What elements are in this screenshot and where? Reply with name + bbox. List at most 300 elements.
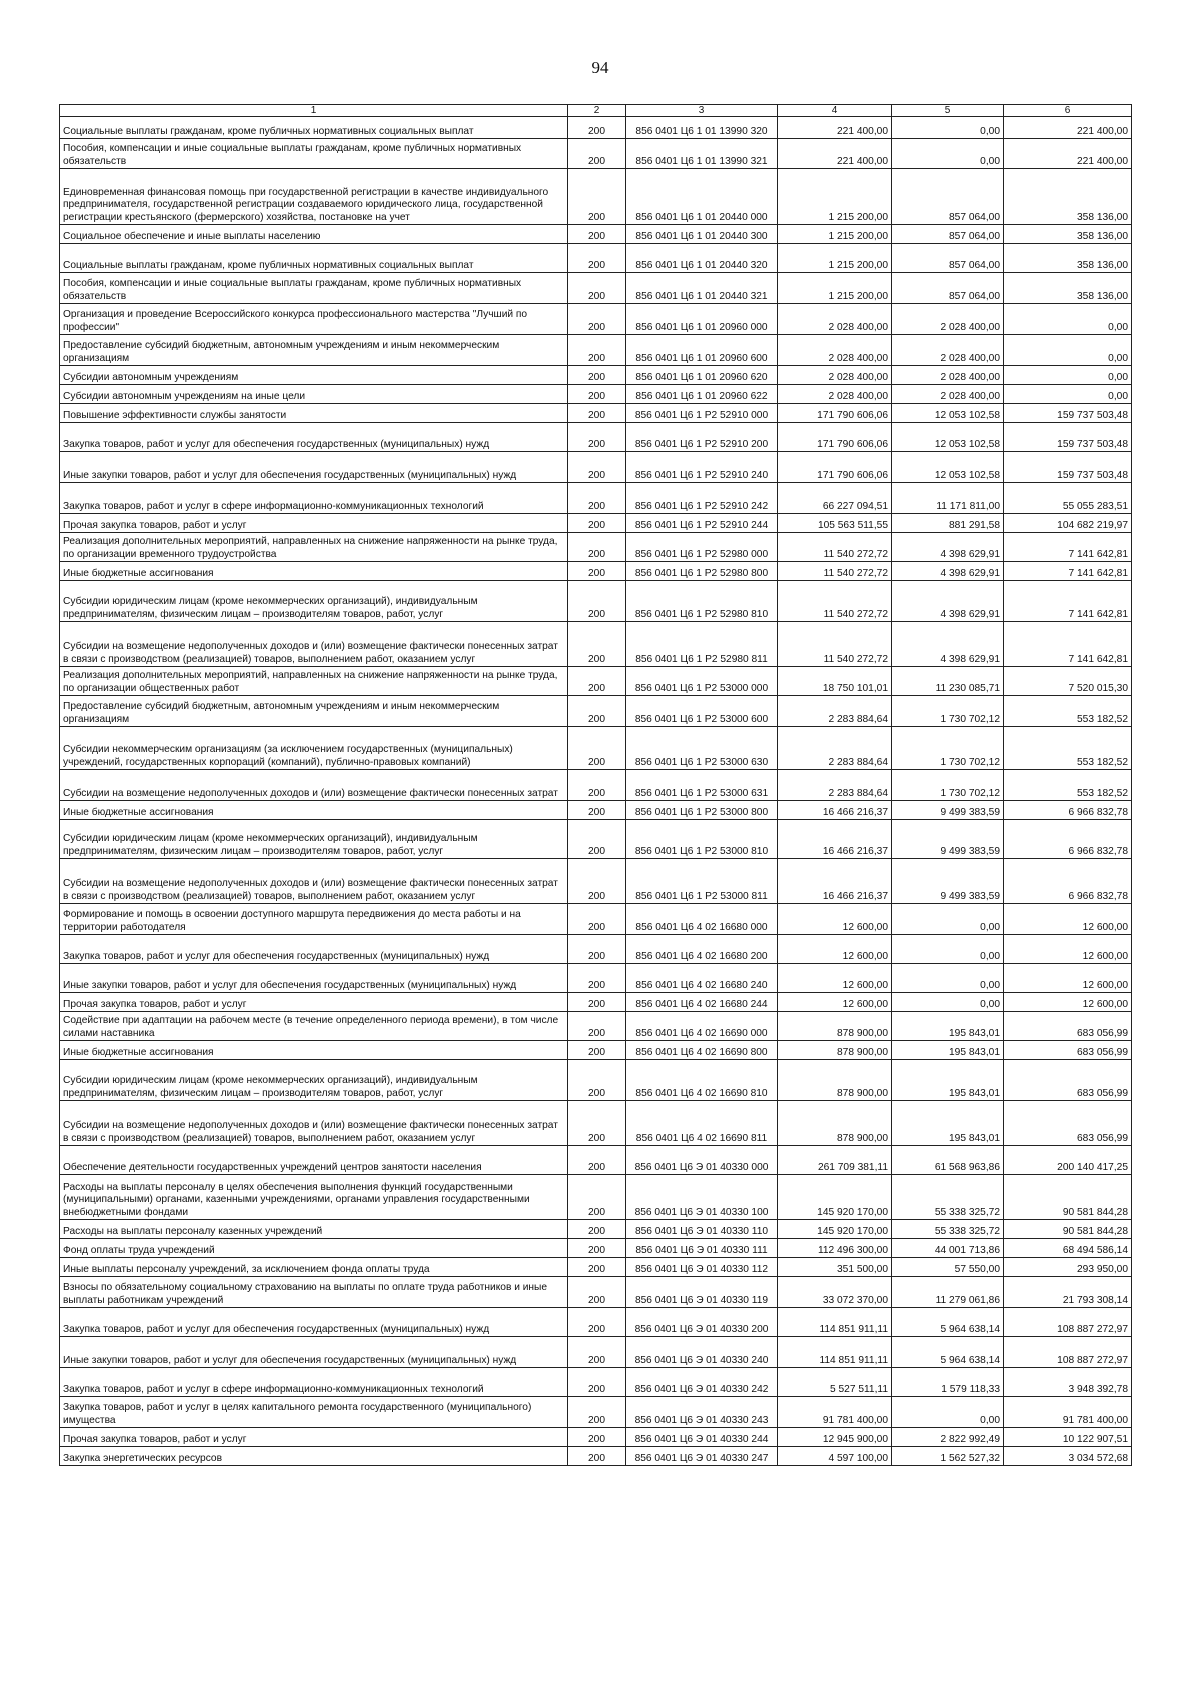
row-unexecuted-amount: 108 887 272,97 bbox=[1004, 1337, 1132, 1368]
table-row bbox=[60, 622, 1132, 667]
row-code: 200 bbox=[568, 1308, 626, 1337]
row-description: Прочая закупка товаров, работ и услуг bbox=[60, 993, 568, 1012]
row-budget-classification: 856 0401 Ц6 4 02 16690 810 bbox=[626, 1060, 778, 1101]
row-code: 200 bbox=[568, 139, 626, 169]
table-row bbox=[60, 1337, 1132, 1368]
table-row bbox=[60, 770, 1132, 801]
table-row bbox=[60, 904, 1132, 935]
row-executed-amount: 1 730 702,12 bbox=[892, 727, 1004, 770]
row-approved-amount: 12 600,00 bbox=[778, 935, 892, 964]
row-code: 200 bbox=[568, 169, 626, 225]
row-description: Расходы на выплаты персоналу в целях обеспечения выполнения функций государственными (муниципальными) органами, казенными учреждениями, органами управления государственными внебюджетными фондами bbox=[60, 1175, 568, 1220]
table-row bbox=[60, 169, 1132, 225]
row-executed-amount: 11 171 811,00 bbox=[892, 483, 1004, 514]
row-executed-amount: 0,00 bbox=[892, 993, 1004, 1012]
row-approved-amount: 112 496 300,00 bbox=[778, 1239, 892, 1258]
row-unexecuted-amount: 91 781 400,00 bbox=[1004, 1397, 1132, 1428]
row-code: 200 bbox=[568, 483, 626, 514]
row-executed-amount: 1 730 702,12 bbox=[892, 770, 1004, 801]
row-executed-amount: 9 499 383,59 bbox=[892, 820, 1004, 859]
row-budget-classification: 856 0401 Ц6 4 02 16680 240 bbox=[626, 964, 778, 993]
row-description: Расходы на выплаты персоналу казенных учреждений bbox=[60, 1220, 568, 1239]
row-budget-classification: 856 0401 Ц6 1 01 20440 321 bbox=[626, 273, 778, 304]
row-budget-classification: 856 0401 Ц6 1 P2 52980 000 bbox=[626, 533, 778, 562]
row-description: Повышение эффективности службы занятости bbox=[60, 404, 568, 423]
row-description: Закупка товаров, работ и услуг для обеспечения государственных (муниципальных) нужд bbox=[60, 1308, 568, 1337]
table-row bbox=[60, 423, 1132, 452]
row-executed-amount: 2 028 400,00 bbox=[892, 366, 1004, 385]
row-budget-classification: 856 0401 Ц6 1 P2 53000 600 bbox=[626, 696, 778, 727]
row-unexecuted-amount: 0,00 bbox=[1004, 304, 1132, 335]
table-row bbox=[60, 404, 1132, 423]
row-code: 200 bbox=[568, 859, 626, 904]
row-approved-amount: 33 072 370,00 bbox=[778, 1277, 892, 1308]
row-description: Субсидии на возмещение недополученных доходов и (или) возмещение фактически понесенных затрат в связи с производством (реализацией) товаров, выполнением работ, оказанием услуг bbox=[60, 622, 568, 667]
row-code: 200 bbox=[568, 820, 626, 859]
row-description: Субсидии юридическим лицам (кроме некоммерческих организаций), индивидуальным предпринимателям, физическим лицам – производителям товаров, работ, услуг bbox=[60, 581, 568, 622]
row-code: 200 bbox=[568, 117, 626, 139]
row-budget-classification: 856 0401 Ц6 Э 01 40330 247 bbox=[626, 1447, 778, 1466]
row-code: 200 bbox=[568, 1368, 626, 1397]
row-unexecuted-amount: 159 737 503,48 bbox=[1004, 404, 1132, 423]
row-description: Субсидии автономным учреждениям на иные цели bbox=[60, 385, 568, 404]
row-executed-amount: 12 053 102,58 bbox=[892, 404, 1004, 423]
row-executed-amount: 9 499 383,59 bbox=[892, 801, 1004, 820]
table-row bbox=[60, 1258, 1132, 1277]
row-unexecuted-amount: 7 520 015,30 bbox=[1004, 667, 1132, 696]
row-code: 200 bbox=[568, 727, 626, 770]
row-description: Прочая закупка товаров, работ и услуг bbox=[60, 1428, 568, 1447]
row-description: Взносы по обязательному социальному страхованию на выплаты по оплате труда работников и иные выплаты работникам учреждений bbox=[60, 1277, 568, 1308]
row-executed-amount: 12 053 102,58 bbox=[892, 423, 1004, 452]
row-code: 200 bbox=[568, 1337, 626, 1368]
column-number: 1 bbox=[60, 105, 568, 117]
row-description: Прочая закупка товаров, работ и услуг bbox=[60, 514, 568, 533]
row-approved-amount: 145 920 170,00 bbox=[778, 1175, 892, 1220]
row-budget-classification: 856 0401 Ц6 4 02 16680 244 bbox=[626, 993, 778, 1012]
row-unexecuted-amount: 358 136,00 bbox=[1004, 273, 1132, 304]
row-unexecuted-amount: 6 966 832,78 bbox=[1004, 859, 1132, 904]
table-row bbox=[60, 273, 1132, 304]
row-approved-amount: 878 900,00 bbox=[778, 1041, 892, 1060]
table-row bbox=[60, 1277, 1132, 1308]
table-row bbox=[60, 1428, 1132, 1447]
row-executed-amount: 0,00 bbox=[892, 935, 1004, 964]
row-description: Субсидии юридическим лицам (кроме некоммерческих организаций), индивидуальным предпринимателям, физическим лицам – производителям товаров, работ, услуг bbox=[60, 820, 568, 859]
table-row bbox=[60, 1041, 1132, 1060]
row-unexecuted-amount: 159 737 503,48 bbox=[1004, 423, 1132, 452]
row-description: Пособия, компенсации и иные социальные выплаты гражданам, кроме публичных нормативных обязательств bbox=[60, 139, 568, 169]
row-budget-classification: 856 0401 Ц6 1 P2 53000 630 bbox=[626, 727, 778, 770]
row-code: 200 bbox=[568, 1397, 626, 1428]
table-row bbox=[60, 1308, 1132, 1337]
row-code: 200 bbox=[568, 1012, 626, 1041]
table-row bbox=[60, 244, 1132, 273]
row-budget-classification: 856 0401 Ц6 Э 01 40330 240 bbox=[626, 1337, 778, 1368]
row-executed-amount: 4 398 629,91 bbox=[892, 581, 1004, 622]
row-code: 200 bbox=[568, 622, 626, 667]
table-row bbox=[60, 1175, 1132, 1220]
table-row bbox=[60, 727, 1132, 770]
table-row bbox=[60, 820, 1132, 859]
row-unexecuted-amount: 7 141 642,81 bbox=[1004, 533, 1132, 562]
row-description: Субсидии автономным учреждениям bbox=[60, 366, 568, 385]
row-executed-amount: 55 338 325,72 bbox=[892, 1175, 1004, 1220]
row-executed-amount: 0,00 bbox=[892, 117, 1004, 139]
row-approved-amount: 5 527 511,11 bbox=[778, 1368, 892, 1397]
row-approved-amount: 171 790 606,06 bbox=[778, 452, 892, 483]
row-approved-amount: 4 597 100,00 bbox=[778, 1447, 892, 1466]
row-budget-classification: 856 0401 Ц6 Э 01 40330 243 bbox=[626, 1397, 778, 1428]
row-approved-amount: 11 540 272,72 bbox=[778, 533, 892, 562]
table-row bbox=[60, 859, 1132, 904]
row-budget-classification: 856 0401 Ц6 Э 01 40330 200 bbox=[626, 1308, 778, 1337]
row-approved-amount: 2 283 884,64 bbox=[778, 770, 892, 801]
row-budget-classification: 856 0401 Ц6 1 P2 52980 811 bbox=[626, 622, 778, 667]
row-approved-amount: 2 028 400,00 bbox=[778, 304, 892, 335]
row-description: Субсидии на возмещение недополученных доходов и (или) возмещение фактически понесенных затрат bbox=[60, 770, 568, 801]
row-code: 200 bbox=[568, 423, 626, 452]
row-approved-amount: 1 215 200,00 bbox=[778, 244, 892, 273]
row-executed-amount: 11 279 061,86 bbox=[892, 1277, 1004, 1308]
row-budget-classification: 856 0401 Ц6 1 01 20960 600 bbox=[626, 335, 778, 366]
row-budget-classification: 856 0401 Ц6 1 P2 52910 244 bbox=[626, 514, 778, 533]
row-approved-amount: 221 400,00 bbox=[778, 117, 892, 139]
row-approved-amount: 1 215 200,00 bbox=[778, 225, 892, 244]
row-unexecuted-amount: 108 887 272,97 bbox=[1004, 1308, 1132, 1337]
column-number: 6 bbox=[1004, 105, 1132, 117]
table-row bbox=[60, 483, 1132, 514]
row-code: 200 bbox=[568, 581, 626, 622]
row-executed-amount: 0,00 bbox=[892, 139, 1004, 169]
row-executed-amount: 1 579 118,33 bbox=[892, 1368, 1004, 1397]
row-executed-amount: 0,00 bbox=[892, 1397, 1004, 1428]
table-row bbox=[60, 117, 1132, 139]
row-unexecuted-amount: 3 034 572,68 bbox=[1004, 1447, 1132, 1466]
row-code: 200 bbox=[568, 1175, 626, 1220]
table-row bbox=[60, 139, 1132, 169]
row-code: 200 bbox=[568, 1447, 626, 1466]
row-description: Организация и проведение Всероссийского конкурса профессионального мастерства "Лучший по профессии" bbox=[60, 304, 568, 335]
row-budget-classification: 856 0401 Ц6 4 02 16690 800 bbox=[626, 1041, 778, 1060]
row-approved-amount: 2 283 884,64 bbox=[778, 727, 892, 770]
row-description: Пособия, компенсации и иные социальные выплаты гражданам, кроме публичных нормативных обязательств bbox=[60, 273, 568, 304]
row-unexecuted-amount: 7 141 642,81 bbox=[1004, 622, 1132, 667]
row-unexecuted-amount: 12 600,00 bbox=[1004, 904, 1132, 935]
row-code: 200 bbox=[568, 1146, 626, 1175]
table-row bbox=[60, 801, 1132, 820]
row-budget-classification: 856 0401 Ц6 Э 01 40330 100 bbox=[626, 1175, 778, 1220]
row-budget-classification: 856 0401 Ц6 1 01 20440 000 bbox=[626, 169, 778, 225]
table-row bbox=[60, 452, 1132, 483]
table-row bbox=[60, 304, 1132, 335]
row-budget-classification: 856 0401 Ц6 1 01 13990 320 bbox=[626, 117, 778, 139]
row-budget-classification: 856 0401 Ц6 Э 01 40330 112 bbox=[626, 1258, 778, 1277]
row-code: 200 bbox=[568, 904, 626, 935]
row-executed-amount: 857 064,00 bbox=[892, 169, 1004, 225]
row-budget-classification: 856 0401 Ц6 Э 01 40330 000 bbox=[626, 1146, 778, 1175]
row-approved-amount: 351 500,00 bbox=[778, 1258, 892, 1277]
row-budget-classification: 856 0401 Ц6 Э 01 40330 244 bbox=[626, 1428, 778, 1447]
row-description: Социальное обеспечение и иные выплаты населению bbox=[60, 225, 568, 244]
row-unexecuted-amount: 7 141 642,81 bbox=[1004, 581, 1132, 622]
row-budget-classification: 856 0401 Ц6 Э 01 40330 242 bbox=[626, 1368, 778, 1397]
table-row bbox=[60, 696, 1132, 727]
row-code: 200 bbox=[568, 1220, 626, 1239]
row-executed-amount: 4 398 629,91 bbox=[892, 622, 1004, 667]
row-code: 200 bbox=[568, 993, 626, 1012]
table-row bbox=[60, 335, 1132, 366]
row-budget-classification: 856 0401 Ц6 1 P2 52980 800 bbox=[626, 562, 778, 581]
row-approved-amount: 18 750 101,01 bbox=[778, 667, 892, 696]
row-approved-amount: 114 851 911,11 bbox=[778, 1308, 892, 1337]
row-approved-amount: 2 283 884,64 bbox=[778, 696, 892, 727]
row-description: Закупка энергетических ресурсов bbox=[60, 1447, 568, 1466]
row-code: 200 bbox=[568, 225, 626, 244]
row-code: 200 bbox=[568, 1060, 626, 1101]
row-unexecuted-amount: 21 793 308,14 bbox=[1004, 1277, 1132, 1308]
row-approved-amount: 16 466 216,37 bbox=[778, 820, 892, 859]
row-description: Иные бюджетные ассигнования bbox=[60, 801, 568, 820]
row-executed-amount: 0,00 bbox=[892, 904, 1004, 935]
row-unexecuted-amount: 0,00 bbox=[1004, 385, 1132, 404]
row-description: Субсидии юридическим лицам (кроме некоммерческих организаций), индивидуальным предпринимателям, физическим лицам – производителям товаров, работ, услуг bbox=[60, 1060, 568, 1101]
table-row bbox=[60, 935, 1132, 964]
row-description: Закупка товаров, работ и услуг в целях капитального ремонта государственного (муниципального) имущества bbox=[60, 1397, 568, 1428]
row-code: 200 bbox=[568, 1428, 626, 1447]
row-approved-amount: 145 920 170,00 bbox=[778, 1220, 892, 1239]
row-budget-classification: 856 0401 Ц6 1 01 20440 300 bbox=[626, 225, 778, 244]
table-row bbox=[60, 562, 1132, 581]
page-number: 94 bbox=[591, 58, 609, 77]
column-number: 4 bbox=[778, 105, 892, 117]
row-executed-amount: 2 028 400,00 bbox=[892, 304, 1004, 335]
table-row bbox=[60, 667, 1132, 696]
row-executed-amount: 2 822 992,49 bbox=[892, 1428, 1004, 1447]
row-approved-amount: 16 466 216,37 bbox=[778, 859, 892, 904]
row-executed-amount: 5 964 638,14 bbox=[892, 1337, 1004, 1368]
row-approved-amount: 12 600,00 bbox=[778, 964, 892, 993]
row-code: 200 bbox=[568, 801, 626, 820]
row-unexecuted-amount: 12 600,00 bbox=[1004, 964, 1132, 993]
row-executed-amount: 11 230 085,71 bbox=[892, 667, 1004, 696]
table-row bbox=[60, 964, 1132, 993]
row-unexecuted-amount: 358 136,00 bbox=[1004, 169, 1132, 225]
row-budget-classification: 856 0401 Ц6 1 P2 53000 000 bbox=[626, 667, 778, 696]
row-description: Иные выплаты персоналу учреждений, за исключением фонда оплаты труда bbox=[60, 1258, 568, 1277]
row-code: 200 bbox=[568, 533, 626, 562]
table-row bbox=[60, 514, 1132, 533]
row-description: Субсидии на возмещение недополученных доходов и (или) возмещение фактически понесенных затрат в связи с производством (реализацией) товаров, выполнением работ, оказанием услуг bbox=[60, 859, 568, 904]
table-row bbox=[60, 1060, 1132, 1101]
row-description: Предоставление субсидий бюджетным, автономным учреждениям и иным некоммерческим организациям bbox=[60, 335, 568, 366]
column-number: 5 bbox=[892, 105, 1004, 117]
row-approved-amount: 878 900,00 bbox=[778, 1101, 892, 1146]
row-code: 200 bbox=[568, 385, 626, 404]
row-unexecuted-amount: 12 600,00 bbox=[1004, 993, 1132, 1012]
row-executed-amount: 857 064,00 bbox=[892, 225, 1004, 244]
row-unexecuted-amount: 553 182,52 bbox=[1004, 727, 1132, 770]
row-executed-amount: 12 053 102,58 bbox=[892, 452, 1004, 483]
row-approved-amount: 12 945 900,00 bbox=[778, 1428, 892, 1447]
row-budget-classification: 856 0401 Ц6 Э 01 40330 119 bbox=[626, 1277, 778, 1308]
row-approved-amount: 11 540 272,72 bbox=[778, 581, 892, 622]
row-description: Закупка товаров, работ и услуг в сфере информационно-коммуникационных технологий bbox=[60, 483, 568, 514]
row-budget-classification: 856 0401 Ц6 1 P2 53000 811 bbox=[626, 859, 778, 904]
table-row bbox=[60, 1447, 1132, 1466]
row-unexecuted-amount: 68 494 586,14 bbox=[1004, 1239, 1132, 1258]
row-unexecuted-amount: 12 600,00 bbox=[1004, 935, 1132, 964]
row-approved-amount: 878 900,00 bbox=[778, 1012, 892, 1041]
row-unexecuted-amount: 0,00 bbox=[1004, 366, 1132, 385]
row-executed-amount: 195 843,01 bbox=[892, 1012, 1004, 1041]
row-unexecuted-amount: 55 055 283,51 bbox=[1004, 483, 1132, 514]
row-description: Иные бюджетные ассигнования bbox=[60, 562, 568, 581]
row-unexecuted-amount: 683 056,99 bbox=[1004, 1101, 1132, 1146]
row-code: 200 bbox=[568, 244, 626, 273]
table-row bbox=[60, 993, 1132, 1012]
row-code: 200 bbox=[568, 1101, 626, 1146]
row-approved-amount: 12 600,00 bbox=[778, 904, 892, 935]
row-description: Закупка товаров, работ и услуг для обеспечения государственных (муниципальных) нужд bbox=[60, 935, 568, 964]
row-executed-amount: 857 064,00 bbox=[892, 273, 1004, 304]
table-row bbox=[60, 1146, 1132, 1175]
table-row bbox=[60, 1397, 1132, 1428]
row-executed-amount: 195 843,01 bbox=[892, 1041, 1004, 1060]
row-code: 200 bbox=[568, 1041, 626, 1060]
row-executed-amount: 881 291,58 bbox=[892, 514, 1004, 533]
row-code: 200 bbox=[568, 1239, 626, 1258]
row-approved-amount: 11 540 272,72 bbox=[778, 562, 892, 581]
row-budget-classification: 856 0401 Ц6 1 P2 52910 240 bbox=[626, 452, 778, 483]
row-code: 200 bbox=[568, 935, 626, 964]
row-budget-classification: 856 0401 Ц6 1 01 13990 321 bbox=[626, 139, 778, 169]
row-code: 200 bbox=[568, 335, 626, 366]
table-row bbox=[60, 1368, 1132, 1397]
row-budget-classification: 856 0401 Ц6 1 01 20960 000 bbox=[626, 304, 778, 335]
row-unexecuted-amount: 6 966 832,78 bbox=[1004, 820, 1132, 859]
row-budget-classification: 856 0401 Ц6 1 P2 53000 631 bbox=[626, 770, 778, 801]
row-unexecuted-amount: 683 056,99 bbox=[1004, 1041, 1132, 1060]
row-budget-classification: 856 0401 Ц6 4 02 16690 000 bbox=[626, 1012, 778, 1041]
row-description: Субсидии на возмещение недополученных доходов и (или) возмещение фактически понесенных затрат в связи с производством (реализацией) товаров, выполнением работ, оказанием услуг bbox=[60, 1101, 568, 1146]
row-description: Иные закупки товаров, работ и услуг для обеспечения государственных (муниципальных) нужд bbox=[60, 1337, 568, 1368]
row-unexecuted-amount: 553 182,52 bbox=[1004, 770, 1132, 801]
row-budget-classification: 856 0401 Ц6 1 P2 53000 810 bbox=[626, 820, 778, 859]
row-budget-classification: 856 0401 Ц6 Э 01 40330 111 bbox=[626, 1239, 778, 1258]
row-budget-classification: 856 0401 Ц6 1 P2 52910 242 bbox=[626, 483, 778, 514]
row-description: Фонд оплаты труда учреждений bbox=[60, 1239, 568, 1258]
row-description: Обеспечение деятельности государственных учреждений центров занятости населения bbox=[60, 1146, 568, 1175]
table-row bbox=[60, 366, 1132, 385]
row-code: 200 bbox=[568, 273, 626, 304]
row-approved-amount: 66 227 094,51 bbox=[778, 483, 892, 514]
row-budget-classification: 856 0401 Ц6 4 02 16680 200 bbox=[626, 935, 778, 964]
row-executed-amount: 57 550,00 bbox=[892, 1258, 1004, 1277]
row-approved-amount: 114 851 911,11 bbox=[778, 1337, 892, 1368]
table-row bbox=[60, 533, 1132, 562]
row-code: 200 bbox=[568, 404, 626, 423]
row-unexecuted-amount: 90 581 844,28 bbox=[1004, 1220, 1132, 1239]
row-code: 200 bbox=[568, 1277, 626, 1308]
row-unexecuted-amount: 221 400,00 bbox=[1004, 139, 1132, 169]
row-approved-amount: 171 790 606,06 bbox=[778, 404, 892, 423]
row-code: 200 bbox=[568, 562, 626, 581]
row-unexecuted-amount: 358 136,00 bbox=[1004, 244, 1132, 273]
row-unexecuted-amount: 10 122 907,51 bbox=[1004, 1428, 1132, 1447]
row-code: 200 bbox=[568, 514, 626, 533]
row-code: 200 bbox=[568, 366, 626, 385]
row-code: 200 bbox=[568, 696, 626, 727]
row-description: Иные закупки товаров, работ и услуг для обеспечения государственных (муниципальных) нужд bbox=[60, 452, 568, 483]
row-unexecuted-amount: 200 140 417,25 bbox=[1004, 1146, 1132, 1175]
row-description: Содействие при адаптации на рабочем месте (в течение определенного периода времени), в том числе силами наставника bbox=[60, 1012, 568, 1041]
table-row bbox=[60, 225, 1132, 244]
row-description: Социальные выплаты гражданам, кроме публичных нормативных социальных выплат bbox=[60, 117, 568, 139]
row-budget-classification: 856 0401 Ц6 1 01 20440 320 bbox=[626, 244, 778, 273]
row-unexecuted-amount: 7 141 642,81 bbox=[1004, 562, 1132, 581]
column-number: 2 bbox=[568, 105, 626, 117]
row-budget-classification: 856 0401 Ц6 1 P2 52980 810 bbox=[626, 581, 778, 622]
row-executed-amount: 1 730 702,12 bbox=[892, 696, 1004, 727]
row-code: 200 bbox=[568, 1258, 626, 1277]
row-approved-amount: 105 563 511,55 bbox=[778, 514, 892, 533]
row-code: 200 bbox=[568, 452, 626, 483]
table-row bbox=[60, 385, 1132, 404]
row-executed-amount: 44 001 713,86 bbox=[892, 1239, 1004, 1258]
row-approved-amount: 91 781 400,00 bbox=[778, 1397, 892, 1428]
row-approved-amount: 1 215 200,00 bbox=[778, 273, 892, 304]
row-description: Субсидии некоммерческим организациям (за исключением государственных (муниципальных) учреждений, государственных корпораций (компаний), публично-правовых компаний) bbox=[60, 727, 568, 770]
row-executed-amount: 857 064,00 bbox=[892, 244, 1004, 273]
row-executed-amount: 4 398 629,91 bbox=[892, 533, 1004, 562]
row-budget-classification: 856 0401 Ц6 4 02 16690 811 bbox=[626, 1101, 778, 1146]
row-description: Единовременная финансовая помощь при государственной регистрации в качестве индивидуального предпринимателя, государственной регистрации создаваемого юридического лица, государственной регистрации крестьянского (фермерского) хозяйства, постановке на учет bbox=[60, 169, 568, 225]
row-description: Иные бюджетные ассигнования bbox=[60, 1041, 568, 1060]
row-description: Реализация дополнительных мероприятий, направленных на снижение напряженности на рынке труда, по организации общественных работ bbox=[60, 667, 568, 696]
row-executed-amount: 5 964 638,14 bbox=[892, 1308, 1004, 1337]
row-code: 200 bbox=[568, 304, 626, 335]
row-budget-classification: 856 0401 Ц6 1 P2 52910 200 bbox=[626, 423, 778, 452]
row-approved-amount: 2 028 400,00 bbox=[778, 335, 892, 366]
row-unexecuted-amount: 0,00 bbox=[1004, 335, 1132, 366]
row-budget-classification: 856 0401 Ц6 1 P2 53000 800 bbox=[626, 801, 778, 820]
row-approved-amount: 2 028 400,00 bbox=[778, 385, 892, 404]
row-unexecuted-amount: 683 056,99 bbox=[1004, 1060, 1132, 1101]
row-executed-amount: 61 568 963,86 bbox=[892, 1146, 1004, 1175]
row-unexecuted-amount: 553 182,52 bbox=[1004, 696, 1132, 727]
table-row bbox=[60, 1220, 1132, 1239]
row-approved-amount: 12 600,00 bbox=[778, 993, 892, 1012]
row-unexecuted-amount: 221 400,00 bbox=[1004, 117, 1132, 139]
row-description: Формирование и помощь в освоении доступного маршрута передвижения до места работы и на территории работодателя bbox=[60, 904, 568, 935]
row-budget-classification: 856 0401 Ц6 1 P2 52910 000 bbox=[626, 404, 778, 423]
row-unexecuted-amount: 358 136,00 bbox=[1004, 225, 1132, 244]
row-description: Иные закупки товаров, работ и услуг для обеспечения государственных (муниципальных) нужд bbox=[60, 964, 568, 993]
row-unexecuted-amount: 6 966 832,78 bbox=[1004, 801, 1132, 820]
row-executed-amount: 2 028 400,00 bbox=[892, 385, 1004, 404]
row-executed-amount: 195 843,01 bbox=[892, 1060, 1004, 1101]
row-unexecuted-amount: 90 581 844,28 bbox=[1004, 1175, 1132, 1220]
row-approved-amount: 261 709 381,11 bbox=[778, 1146, 892, 1175]
row-approved-amount: 221 400,00 bbox=[778, 139, 892, 169]
row-approved-amount: 2 028 400,00 bbox=[778, 366, 892, 385]
row-approved-amount: 1 215 200,00 bbox=[778, 169, 892, 225]
row-description: Реализация дополнительных мероприятий, направленных на снижение напряженности на рынке труда, по организации временного трудоустройства bbox=[60, 533, 568, 562]
table-row bbox=[60, 1012, 1132, 1041]
column-number-row bbox=[60, 105, 1132, 117]
row-executed-amount: 195 843,01 bbox=[892, 1101, 1004, 1146]
